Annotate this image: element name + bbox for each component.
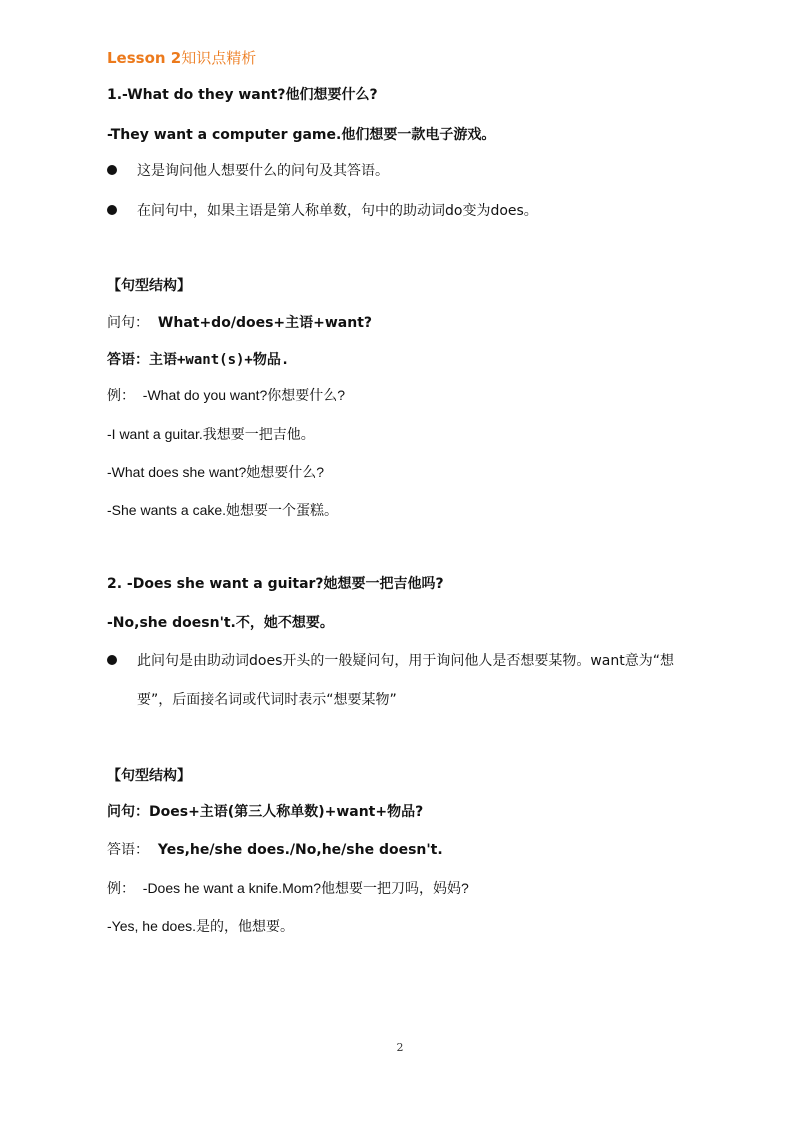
section2-question: 2. -Does she want a guitar?她想要一把吉他吗?: [107, 576, 444, 592]
section2-answer: -No,she doesn't.不，她不想要。: [107, 615, 334, 631]
section1-bullet-2: [107, 201, 538, 221]
section1-question-label: 问句：: [107, 315, 149, 331]
section2-answer-pattern: [107, 840, 443, 860]
section2-question-pattern-text: Does+主语(第三人称单数)+want+物品?: [149, 804, 424, 820]
section2-example-1-text: -Does he want a knife.Mom?他想要一把刀吗，妈妈?: [142, 880, 469, 896]
section1-example-2: -I want a guitar.我想要一把吉他。: [107, 426, 315, 442]
section1-example-label: 例：: [107, 387, 135, 403]
section2-question-pattern: [107, 802, 423, 822]
page-number: 2: [396, 1041, 404, 1054]
section2-example-2: -Yes, he does.是的，他想要。: [107, 918, 294, 934]
bullet-dot-icon: [107, 165, 117, 175]
section2-bullet-line-1: 此问句是由助动词does开头的一般疑问句，用于询问他人是否想要某物。want意为“想: [137, 653, 675, 669]
section1-question-pattern: [107, 313, 372, 333]
section1-answer-pattern: [107, 350, 289, 370]
lesson-title-cn: 知识点精析: [181, 49, 257, 67]
lesson-title: [107, 48, 256, 68]
bullet-dot-icon: [107, 655, 117, 665]
section2-bullet: [107, 651, 674, 671]
section2-answer-label: 答语：: [107, 842, 149, 858]
section1-question-pattern-text: What+do/does+主语+want?: [157, 315, 373, 331]
section2-example-label: 例：: [107, 880, 135, 896]
lesson-title-en: Lesson 2: [107, 49, 182, 67]
section1-question: 1.-What do they want?他们想要什么?: [107, 87, 378, 103]
section1-example-3: -What does she want?她想要什么?: [107, 464, 325, 480]
section1-bullet-1: [107, 161, 389, 181]
section2-example-1: [107, 878, 469, 898]
section1-answer: -They want a computer game.他们想要一款电子游戏。: [107, 127, 496, 143]
section1-example-1-text: -What do you want?你想要什么?: [142, 387, 346, 403]
bullet-dot-icon: [107, 205, 117, 215]
section2-question-label: 问句：: [107, 804, 149, 820]
section1-structure-heading: 【句型结构】: [107, 278, 191, 294]
section1-bullet-2-text: 在问句中，如果主语是第人称单数，句中的助动词do变为does。: [137, 203, 538, 219]
section1-answer-pattern-text: 主语+want(s)+物品.: [149, 352, 290, 368]
section2-bullet-line-2: 要”，后面接名词或代词时表示“想要某物”: [137, 692, 397, 708]
section1-answer-label: 答语：: [107, 352, 149, 368]
section1-example-4: -She wants a cake.她想要一个蛋糕。: [107, 502, 339, 518]
section1-bullet-1-text: 这是询问他人想要什么的问句及其答语。: [137, 163, 389, 179]
section2-structure-heading: 【句型结构】: [107, 768, 191, 784]
section2-answer-pattern-text: Yes,he/she does./No,he/she doesn't.: [157, 842, 443, 858]
section1-example-1: [107, 385, 345, 405]
